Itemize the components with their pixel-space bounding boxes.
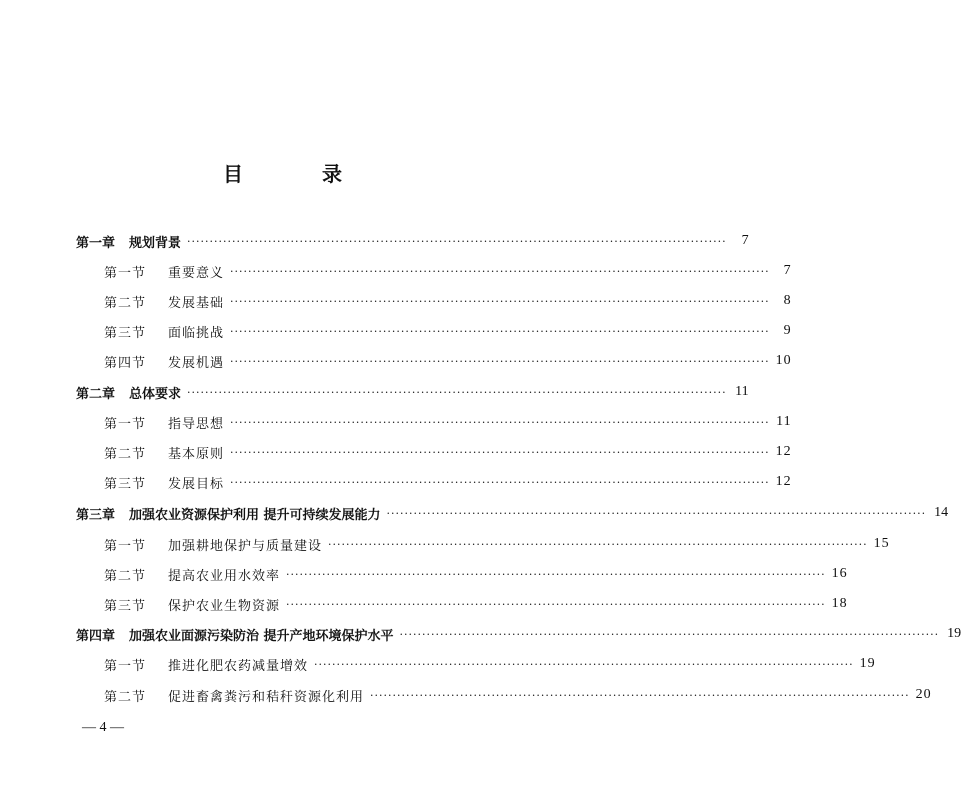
- entry-page: 8: [783, 293, 792, 308]
- entry-title: 基本原则: [168, 446, 225, 462]
- dot-leader: ························································································································: [230, 475, 770, 489]
- toc-entry: [104, 441, 792, 463]
- toc-entry: [76, 502, 949, 524]
- dot-leader: ························································································································: [230, 445, 770, 459]
- dot-leader: ························································································································: [370, 688, 910, 702]
- entry-title: 推进化肥农药减量增效: [168, 658, 309, 674]
- toc-title: 目 录: [223, 162, 378, 186]
- entry-title: 发展机遇: [168, 355, 225, 371]
- entry-title: 促进畜禽粪污和秸秆资源化利用: [168, 689, 365, 705]
- entry-page: 19: [859, 656, 876, 671]
- entry-number: 第三章: [76, 507, 116, 523]
- entry-number: 第三节: [104, 476, 147, 492]
- entry-number: 第一节: [104, 416, 147, 432]
- dot-leader: ························································································································: [187, 385, 727, 399]
- dot-leader: ························································································································: [230, 264, 770, 278]
- entry-number: 第二节: [104, 446, 147, 462]
- toc-entry: [104, 411, 792, 433]
- toc-entry: [104, 471, 792, 493]
- entry-title: 指导思想: [168, 416, 225, 432]
- entry-page: 19: [947, 626, 961, 641]
- dot-leader: ························································································································: [399, 627, 940, 641]
- dot-leader: ························································································································: [187, 234, 727, 248]
- entry-page: 10: [775, 353, 792, 368]
- entry-page: 11: [776, 414, 792, 429]
- toc-entry: [104, 350, 792, 372]
- toc-entry: [104, 290, 792, 312]
- dot-leader: ························································································································: [230, 324, 770, 338]
- entry-number: 第一节: [104, 265, 147, 281]
- entry-title: 提高农业用水效率: [168, 568, 281, 584]
- entry-page: 7: [741, 233, 749, 248]
- entry-title: 面临挑战: [168, 325, 225, 341]
- dot-leader: ························································································································: [386, 506, 927, 520]
- entry-title: 加强农业资源保护利用 提升可持续发展能力: [129, 507, 381, 523]
- entry-number: 第一节: [104, 658, 147, 674]
- entry-title: 总体要求: [129, 386, 182, 402]
- entry-page: 12: [775, 444, 792, 459]
- toc-entry: [104, 593, 848, 615]
- entry-page: 15: [873, 536, 890, 551]
- dot-leader: ························································································································: [230, 354, 770, 368]
- entry-page: 9: [783, 323, 792, 338]
- entry-number: 第四节: [104, 355, 147, 371]
- toc-entry: [104, 533, 890, 555]
- entry-number: 第二章: [76, 386, 116, 402]
- entry-title: 加强农业面源污染防治 提升产地环境保护水平: [129, 628, 394, 644]
- dot-leader: ························································································································: [286, 567, 826, 581]
- entry-page: 12: [775, 474, 792, 489]
- toc-entry: [104, 320, 792, 342]
- toc-entry: [76, 230, 749, 252]
- dot-leader: ························································································································: [328, 537, 868, 551]
- entry-number: 第二节: [104, 568, 147, 584]
- entry-title: 发展基础: [168, 295, 225, 311]
- entry-page: 11: [735, 384, 749, 399]
- entry-title: 重要意义: [168, 265, 225, 281]
- entry-page: 7: [783, 263, 792, 278]
- dot-leader: ························································································································: [230, 294, 770, 308]
- page-footer-number: — 4 —: [82, 720, 124, 735]
- toc-entry: [104, 684, 932, 706]
- dot-leader: ························································································································: [230, 415, 770, 429]
- toc-entry: [76, 381, 749, 403]
- entry-page: 16: [831, 566, 848, 581]
- entry-title: 保护农业生物资源: [168, 598, 281, 614]
- entry-number: 第一章: [76, 235, 116, 251]
- toc-entry: [76, 623, 961, 645]
- entry-number: 第三节: [104, 598, 147, 614]
- entry-page: 14: [934, 505, 949, 520]
- entry-number: 第二节: [104, 295, 147, 311]
- entry-number: 第一节: [104, 538, 147, 554]
- entry-number: 第四章: [76, 628, 116, 644]
- toc-entry: [104, 653, 876, 675]
- toc-entry: [104, 563, 848, 585]
- toc-entry: [104, 260, 792, 282]
- entry-page: 18: [831, 596, 848, 611]
- dot-leader: ························································································································: [286, 597, 826, 611]
- entry-title: 加强耕地保护与质量建设: [168, 538, 323, 554]
- entry-page: 20: [915, 687, 932, 702]
- entry-number: 第二节: [104, 689, 147, 705]
- entry-number: 第三节: [104, 325, 147, 341]
- entry-title: 规划背景: [129, 235, 182, 251]
- dot-leader: ························································································································: [314, 657, 854, 671]
- entry-title: 发展目标: [168, 476, 225, 492]
